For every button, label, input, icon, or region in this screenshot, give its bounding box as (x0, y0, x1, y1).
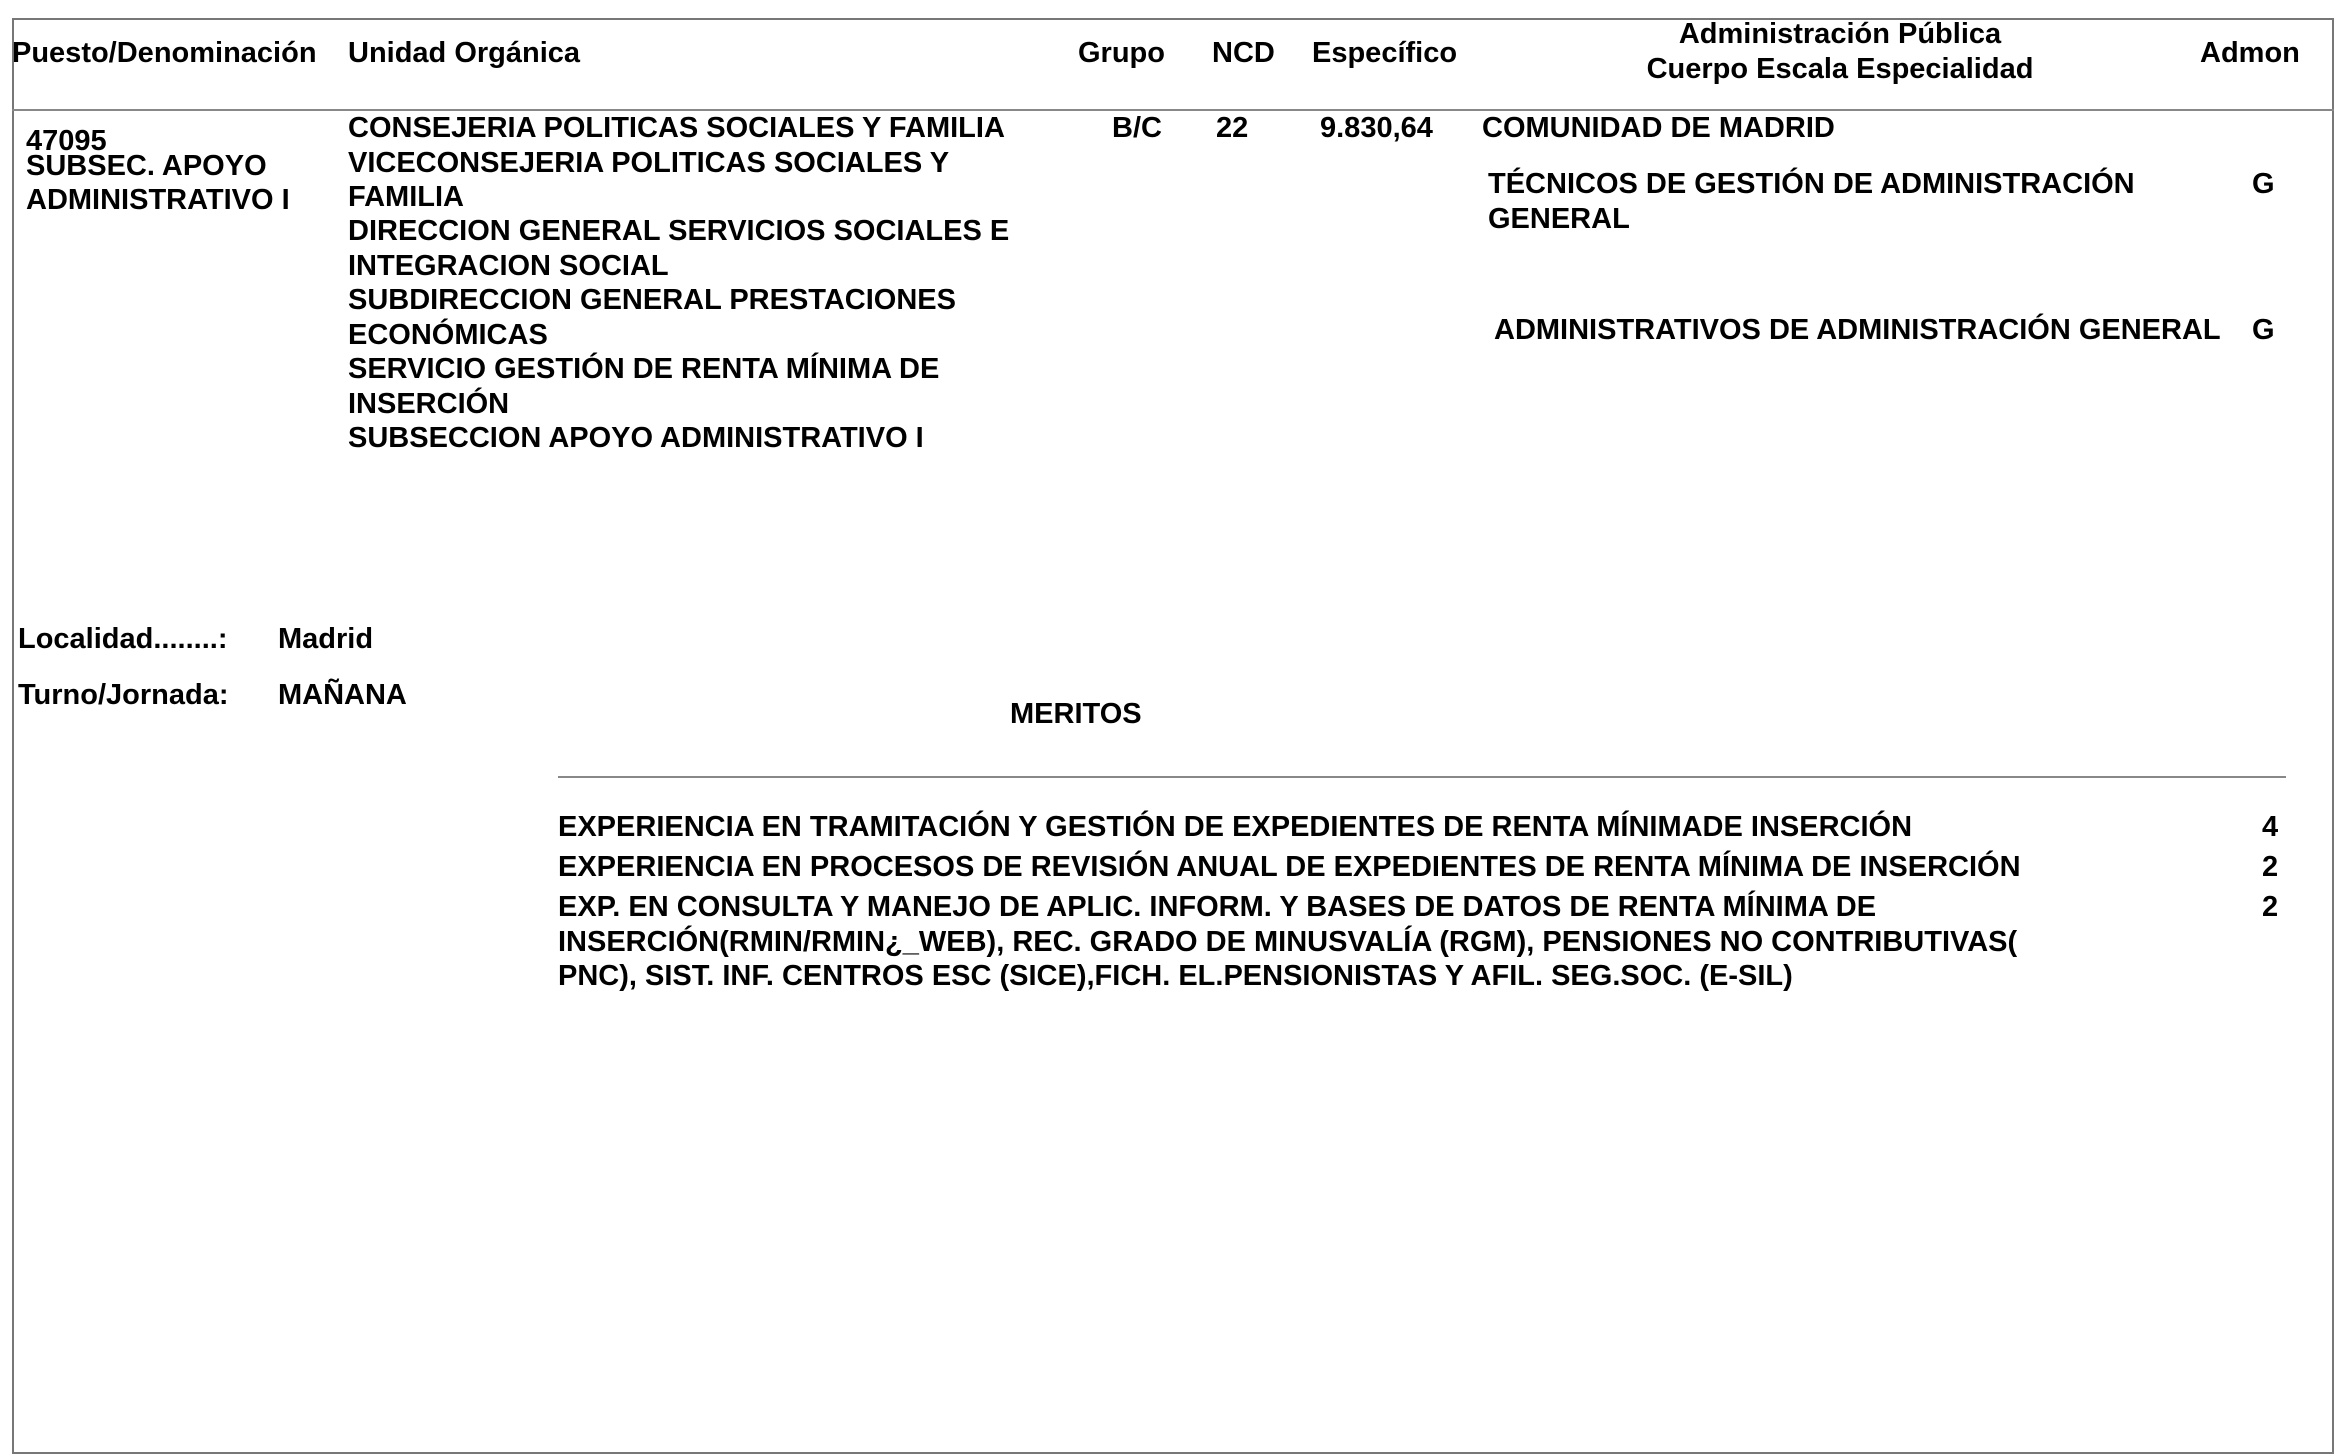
cuerpo-line: GENERAL (1488, 203, 1630, 235)
unidad-line: VICECONSEJERIA POLITICAS SOCIALES Y (348, 147, 950, 179)
merito-points: 2 (2262, 891, 2279, 923)
unidad-line: SERVICIO GESTIÓN DE RENTA MÍNIMA DE (348, 353, 940, 385)
cuerpo-line: TÉCNICOS DE GESTIÓN DE ADMINISTRACIÓN (1488, 168, 2135, 200)
localidad-value: Madrid (278, 623, 374, 655)
especifico-value: 9.830,64 (1320, 112, 1433, 144)
administracion-value: COMUNIDAD DE MADRID (1482, 112, 1835, 144)
grupo-value: B/C (1112, 112, 1162, 144)
header-puesto: Puesto/Denominación (12, 37, 317, 69)
unidad-line: INTEGRACION SOCIAL (348, 250, 669, 282)
unidad-line: INSERCIÓN (348, 388, 510, 420)
turno-label: Turno/Jornada: (18, 679, 229, 711)
header-ncd: NCD (1212, 37, 1275, 69)
merito-line: EXPERIENCIA EN TRAMITACIÓN Y GESTIÓN DE EXPEDIENTES DE RENTA MÍNIMADE INSERCIÓN (558, 811, 1913, 843)
cuerpo-line: ADMINISTRATIVOS DE ADMINISTRACIÓN GENERAL (1494, 314, 2221, 346)
unidad-line: SUBDIRECCION GENERAL PRESTACIONES (348, 284, 956, 316)
denominacion-line: SUBSEC. APOYO (26, 150, 267, 182)
turno-value: MAÑANA (278, 679, 407, 711)
header-admin-publica: Administración Pública (1678, 18, 2002, 50)
unidad-line: FAMILIA (348, 181, 464, 213)
cuerpo-admon: G (2252, 168, 2275, 200)
puesto-code: 47095 (26, 125, 107, 157)
header-unidad: Unidad Orgánica (348, 37, 581, 69)
unidad-line: SUBSECCION APOYO ADMINISTRATIVO I (348, 422, 924, 454)
ncd-value: 22 (1216, 112, 1249, 144)
unidad-line: ECONÓMICAS (348, 319, 548, 351)
merito-line: EXP. EN CONSULTA Y MANEJO DE APLIC. INFORM. Y BASES DE DATOS DE RENTA MÍNIMA DE (558, 891, 1877, 923)
merito-points: 4 (2262, 811, 2279, 843)
header-admon: Admon (2200, 37, 2300, 69)
merito-line: EXPERIENCIA EN PROCESOS DE REVISIÓN ANUAL DE EXPEDIENTES DE RENTA MÍNIMA DE INSERCIÓN (558, 851, 2021, 883)
meritos-divider (558, 776, 2286, 778)
merito-line: INSERCIÓN(RMIN/RMIN¿_WEB), REC. GRADO DE MINUSVALÍA (RGM), PENSIONES NO CONTRIBUTIVAS( (558, 926, 2018, 958)
meritos-title: MERITOS (1010, 698, 1142, 730)
unidad-line: DIRECCION GENERAL SERVICIOS SOCIALES E (348, 215, 1010, 247)
merito-points: 2 (2262, 851, 2279, 883)
denominacion-line: ADMINISTRATIVO I (26, 184, 290, 216)
cuerpo-admon: G (2252, 314, 2275, 346)
header-cuerpo-escala: Cuerpo Escala Especialidad (1646, 53, 2034, 85)
unidad-line: CONSEJERIA POLITICAS SOCIALES Y FAMILIA (348, 112, 1005, 144)
localidad-label: Localidad........: (18, 623, 228, 655)
header-grupo: Grupo (1078, 37, 1165, 69)
merito-line: PNC), SIST. INF. CENTROS ESC (SICE),FICH. EL.PENSIONISTAS Y AFIL. SEG.SOC. (E-SIL) (558, 960, 1793, 992)
header-especifico: Específico (1312, 37, 1458, 69)
